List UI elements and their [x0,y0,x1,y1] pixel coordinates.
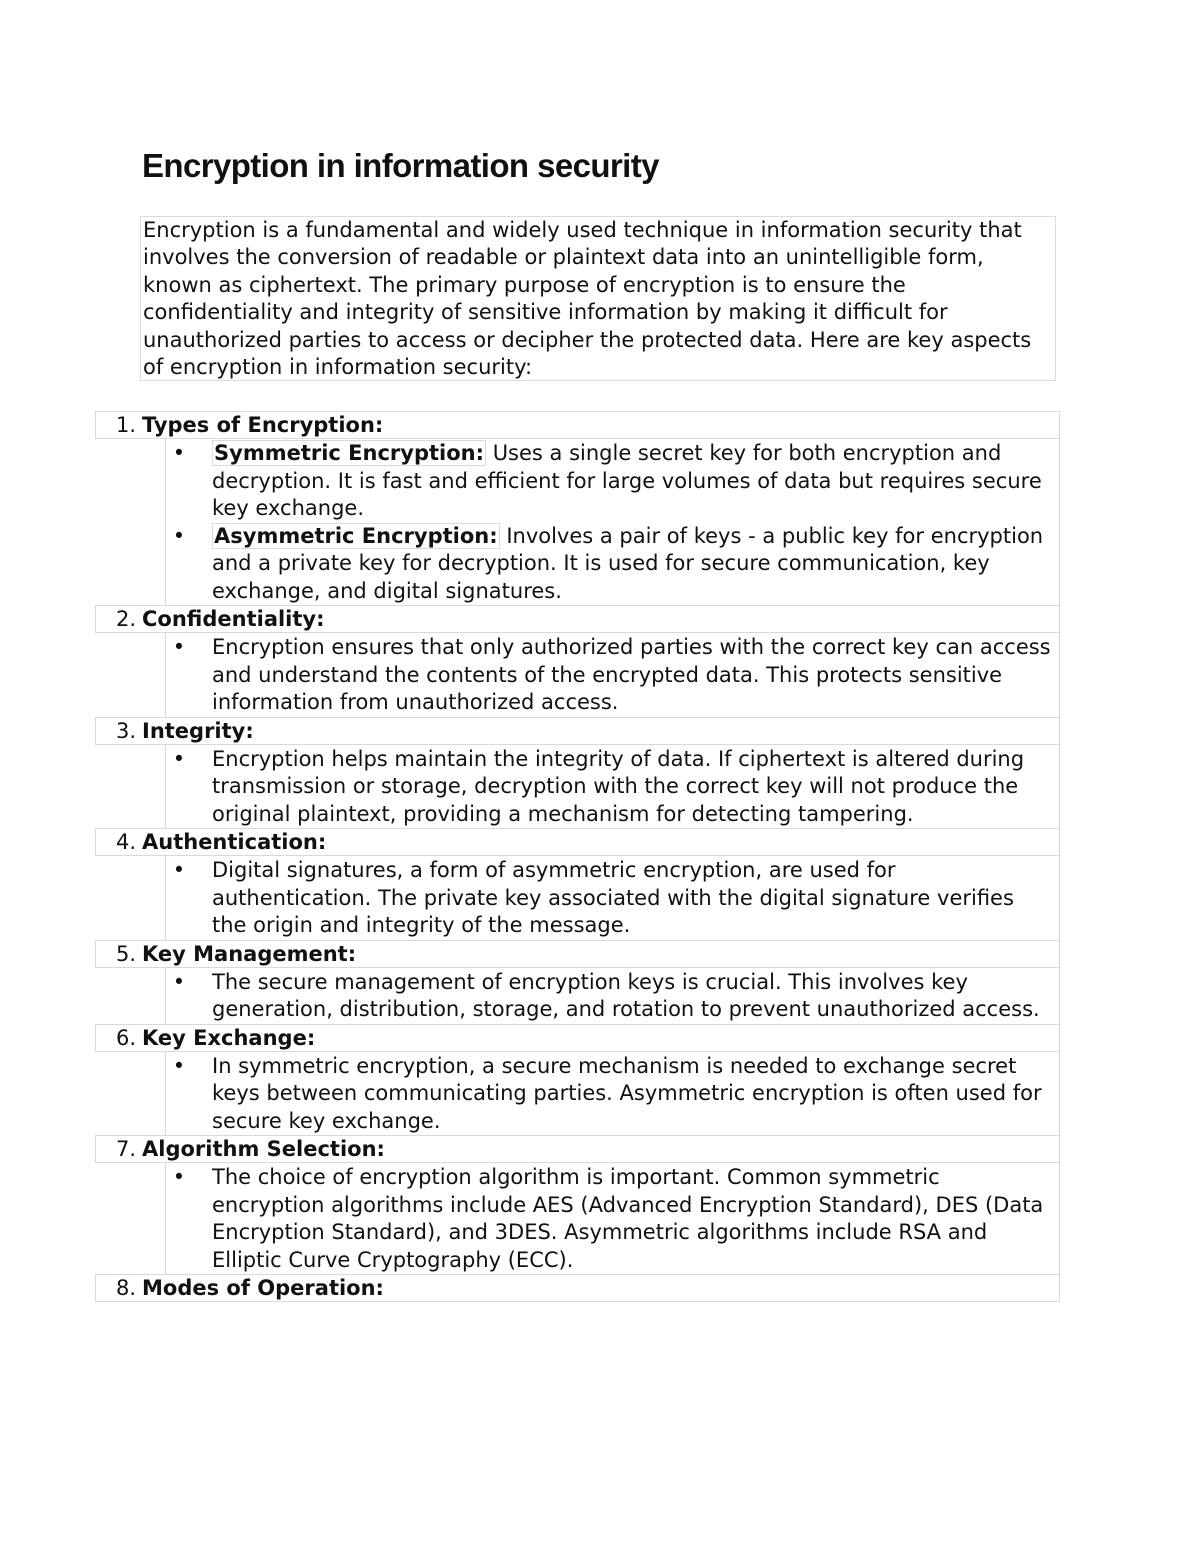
list-item-number: 1. [115,413,136,437]
bullet-icon: • [172,523,186,548]
bullet-icon: • [172,969,186,994]
bullet-text: In symmetric encryption, a secure mechanism is needed to exchange secret keys between communicating parties. Asymmetric encryption is often used for secure key exchange. [212,1053,1042,1133]
bullet-lead: Symmetric Encryption: [214,441,485,465]
bullet-item [166,969,1059,1024]
bullet-item [166,523,1059,606]
bullet-item [166,1164,1059,1274]
bullet-icon: • [172,858,186,882]
list-item-label: Confidentiality: [142,607,325,631]
list-item-body [165,439,1060,605]
list-item-label: Modes of Operation: [142,1276,384,1300]
list-item-label: Authentication: [142,830,327,854]
bullet-text: The secure management of encryption keys is crucial. This involves key generation, distribution, storage, and rotation to prevent unauthorized access. [212,969,1040,1021]
list-item-number: 8. [115,1276,136,1300]
bullet-text: Digital signatures, a form of asymmetric encryption, are used for authentication. The private key associated with the digital signature verifies the origin and integrity of the message. [212,858,1014,937]
list-item-body [165,1163,1060,1274]
list-item-number: 2. [115,607,136,631]
bullet-lead: Asymmetric Encryption: [214,523,498,548]
bullet-item [166,440,1059,523]
bullet-icon: • [172,746,186,771]
list-item-number: 3. [115,718,136,743]
list-item-label: Algorithm Selection: [142,1137,385,1161]
list-item-body [165,633,1060,717]
list-item-heading [95,1135,1060,1163]
list-item-body [165,745,1060,829]
list-item-label: Key Exchange: [142,1025,316,1050]
aspects-list [95,411,1060,1302]
list-item-number: 6. [115,1025,136,1050]
list-item-number: 7. [115,1137,136,1161]
bullet-icon: • [172,441,186,465]
bullet-icon: • [172,1053,186,1078]
bullet-item [166,634,1059,717]
list-item-heading [95,828,1060,856]
list-item-label: Integrity: [142,718,254,743]
bullet-item [166,746,1059,829]
list-item-body [165,968,1060,1024]
list-item-heading [95,940,1060,968]
list-item-label: Types of Encryption: [142,413,384,437]
bullet-text: Involves a pair of keys - a public key for encryption and a private key for decryption. It is used for secure communication, key exchange, and digital signatures. [212,523,1044,603]
list-item-heading [95,605,1060,633]
list-item-label: Key Management: [142,941,357,966]
bullet-icon: • [172,1165,186,1189]
list-item-heading [95,1024,1060,1052]
list-item-body [165,1052,1060,1136]
list-item-number: 5. [115,941,136,966]
bullet-item [166,857,1059,940]
list-item-body [165,856,1060,940]
bullet-item [166,1053,1059,1136]
document-title: Encryption in information security [142,147,659,184]
bullet-text: Encryption helps maintain the integrity of data. If ciphertext is altered during transmission or storage, decryption with the correct key will not produce the original plaintext, providing a mechanism for detecting tampering. [212,746,1025,826]
bullet-text: Encryption ensures that only authorized parties with the correct key can access and understand the contents of the encrypted data. This protects sensitive information from unauthorized access. [212,635,1051,714]
intro-paragraph: Encryption is a fundamental and widely used technique in information security that involves the conversion of readable or plaintext data into an unintelligible form, known as ciphertext. The primary purpose of encryption is to ensure the confidentiality and integrity of sensitive information by making it difficult for unauthorized parties to access or decipher the protected data. Here are key aspects of encryption in information security: [140,216,1056,381]
bullet-text: Uses a single secret key for both encryption and decryption. It is fast and efficient for large volumes of data but requires secure key exchange. [212,441,1042,520]
list-item-heading [95,717,1060,745]
list-item-number: 4. [115,830,136,854]
list-item-heading [95,411,1060,439]
bullet-text: The choice of encryption algorithm is important. Common symmetric encryption algorithms include AES (Advanced Encryption Standard), DES (Data Encryption Standard), and 3DES. Asymmetric algorithms include RSA and Elliptic Curve Cryptography (ECC). [212,1165,1044,1272]
bullet-icon: • [172,635,186,659]
list-item-heading [95,1274,1060,1302]
